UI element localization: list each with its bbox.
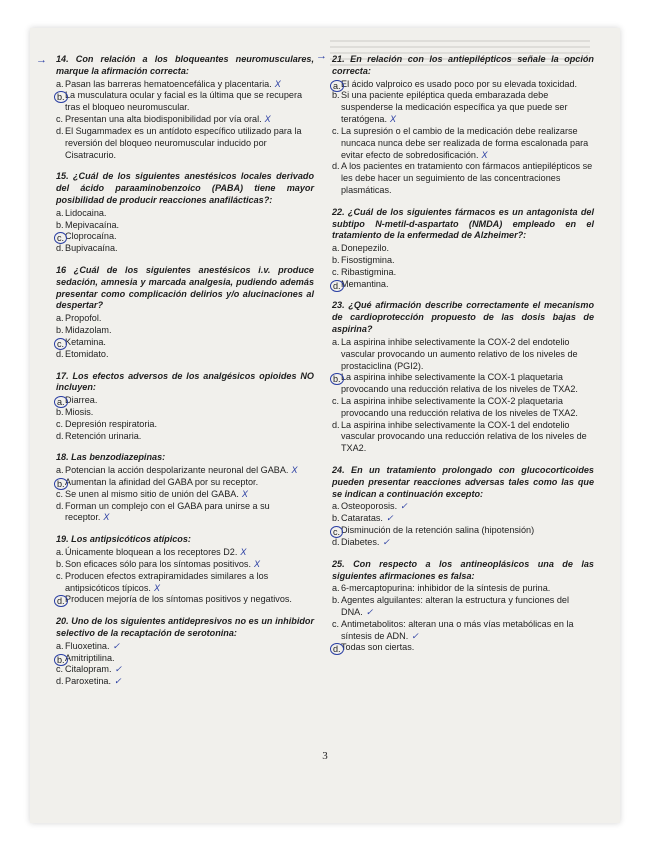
option-text: Citalopram.: [65, 664, 112, 675]
question-block: [56, 265, 314, 361]
question-block: [332, 300, 594, 455]
option-text: Producen efectos extrapiramidades similares a los antipsicóticos típicos.: [65, 570, 269, 593]
x-mark-icon: X: [241, 488, 248, 499]
option-letter: d.: [56, 348, 64, 359]
answer-option: [56, 337, 314, 349]
option-letter: d.: [330, 280, 344, 292]
x-mark-icon: X: [291, 465, 298, 476]
option-text: Disminución de la retención salina (hipotensión): [341, 525, 535, 536]
option-text: Antimetabolitos: alteran una o más vías metabólicas en la síntesis de ADN.: [341, 618, 574, 641]
arrow-mark-q14: →: [36, 54, 47, 66]
option-text: Ketamina.: [65, 336, 106, 347]
option-letter: a.: [332, 243, 340, 254]
answer-option: [332, 537, 594, 549]
x-mark-icon: X: [153, 582, 160, 593]
option-text: Si una paciente epiléptica queda embarazada debe suspenderse la medicación específica ya que puede ser teratógena.: [341, 90, 568, 125]
option-letter: b.: [332, 90, 340, 101]
answer-option: [332, 595, 594, 619]
option-text: La aspirina inhibe selectivamente la COX-1 plaquetaria provocando una reducción relativa de los niveles de TXA2.: [341, 372, 578, 395]
option-letter: a.: [56, 547, 64, 558]
option-letter: d.: [54, 595, 68, 607]
answer-option: [332, 126, 594, 161]
answer-option: [56, 489, 314, 501]
answer-option: [56, 676, 314, 688]
check-mark-icon: ✓: [114, 664, 123, 675]
answer-option: [56, 664, 314, 676]
option-text: Lidocaina.: [65, 207, 107, 218]
check-mark-icon: ✓: [385, 513, 394, 524]
option-text: Donepezilo.: [341, 243, 390, 254]
question-block: [56, 171, 314, 255]
option-text: La musculatura ocular y facial es la última que se recupera tras el bloqueo neuromuscular.: [65, 90, 303, 113]
option-letter: b.: [332, 595, 340, 606]
option-letter: d.: [56, 125, 64, 136]
check-mark-icon: ✓: [365, 606, 374, 617]
option-letter: d.: [56, 430, 64, 441]
option-text: 6-mercaptopurina: inhibidor de la síntesis de purina.: [341, 583, 551, 594]
option-text: La supresión o el cambio de la medicación debe realizarse nuncaca nunca debe ser realizada de forma escalonada para evitar efecto de sobredosificación.: [341, 125, 589, 160]
answer-option: [56, 419, 314, 431]
answer-option: [56, 653, 314, 665]
option-text: Cloprocaína.: [65, 231, 117, 242]
check-mark-icon: ✓: [114, 676, 122, 687]
option-letter: c.: [332, 395, 340, 406]
question-text: 19. Los antipsicóticos atípicos:: [56, 534, 191, 545]
check-mark-icon: ✓: [411, 630, 419, 641]
option-letter: c.: [54, 338, 67, 350]
option-text: Agentes alguilantes: alteran la estructura y funciones del DNA.: [341, 595, 569, 617]
question-text: 18. Las benzodiazepinas:: [56, 452, 166, 463]
option-text: El ácido valproico es usado poco por su elevada toxicidad.: [341, 78, 578, 89]
option-text: Miosis.: [65, 406, 94, 417]
answer-option: [56, 349, 314, 361]
answer-option: [56, 208, 314, 220]
option-text: La aspirina inhibe selectivamente la COX-2 del endotelio vascular provocando un aumento relativo de los niveles de prostaciclina (PGI2).: [341, 336, 578, 371]
answer-option: [332, 420, 594, 455]
option-text: Mepivacaína.: [65, 219, 120, 230]
answer-option: [332, 501, 594, 513]
answer-option: [56, 126, 314, 161]
option-letter: d.: [332, 419, 340, 430]
option-text: Etomidato.: [65, 348, 109, 359]
option-text: Depresión respiratoria.: [65, 418, 157, 429]
x-mark-icon: X: [481, 149, 488, 160]
option-text: Propofol.: [65, 313, 102, 324]
option-letter: d.: [332, 161, 340, 172]
answer-option: [332, 642, 594, 654]
option-letter: c.: [332, 266, 340, 277]
answer-option: [56, 325, 314, 337]
option-text: Bupivacaína.: [65, 243, 118, 254]
option-text: La aspirina inhibe selectivamente la COX-1 del endotelio vascular provocando una reducción relativa de los niveles de TXA2.: [341, 419, 587, 454]
option-letter: b.: [54, 478, 68, 490]
option-letter: a.: [56, 207, 64, 218]
question-text: 14. Con relación a los bloqueantes neuromusculares, marque la afirmación correcta:: [56, 54, 314, 76]
option-text: Todas son ciertas.: [341, 642, 415, 653]
answer-option: [56, 594, 314, 606]
option-letter: a.: [332, 501, 340, 512]
question-block: [332, 559, 594, 655]
option-letter: d.: [56, 676, 64, 687]
question-text: 21. En relación con los antiepilépticos señale la opción correcta:: [332, 54, 594, 76]
answer-option: [56, 407, 314, 419]
option-letter: b.: [330, 373, 344, 385]
option-letter: a.: [56, 640, 64, 651]
x-mark-icon: X: [390, 114, 397, 125]
x-mark-icon: X: [254, 558, 261, 569]
option-text: Cataratas.: [341, 513, 383, 524]
answer-option: [56, 79, 314, 91]
answer-option: [56, 431, 314, 443]
option-text: Osteoporosis.: [341, 501, 398, 512]
option-letter: a.: [332, 583, 340, 594]
option-text: Potencian la acción despolarizante neuronal del GABA.: [65, 465, 289, 476]
question-block: [332, 207, 594, 291]
option-letter: b.: [56, 325, 64, 336]
option-text: Son eficaces sólo para los síntomas positivos.: [65, 558, 252, 569]
question-block: [56, 371, 314, 443]
left-column: [56, 54, 314, 698]
option-letter: c.: [54, 232, 67, 244]
page-number: 3: [322, 750, 328, 762]
option-letter: a.: [330, 80, 344, 92]
answer-option: [56, 90, 314, 114]
answer-option: [332, 396, 594, 420]
option-text: Diabetes.: [341, 536, 380, 547]
option-letter: a.: [54, 396, 68, 408]
option-letter: c.: [56, 418, 64, 429]
option-text: Ribastigmina.: [341, 266, 397, 277]
option-letter: c.: [332, 618, 340, 629]
option-letter: b.: [56, 219, 64, 230]
question-text: 23. ¿Qué afirmación describe correctamente el mecanismo de cardioprotección propuesto de las dosis bajas de aspirina?: [332, 300, 594, 335]
x-mark-icon: X: [264, 114, 271, 125]
option-text: Forman un complejo con el GABA para unirse a su receptor.: [65, 500, 270, 523]
question-block: [332, 465, 594, 549]
option-text: El Sugammadex es un antídoto específico utilizado para la reversión del bloqueo neuromuscular inducido por Cisatracurio.: [65, 125, 302, 160]
answer-option: [56, 231, 314, 243]
option-text: Fluoxetina.: [65, 640, 110, 651]
question-block: [56, 54, 314, 161]
answer-option: [56, 547, 314, 559]
option-text: Fisostigmina.: [341, 255, 395, 265]
question-text: 15. ¿Cuál de los siguientes anestésicos locales derivado del ácido paraaminobenzoico (PABA) tiene mayor posibilidad de producir reacciones anafilácticas?:: [56, 171, 314, 205]
question-block: [56, 452, 314, 524]
answer-option: [56, 501, 314, 525]
arrow-mark-q21: →: [316, 50, 327, 62]
option-letter: d.: [332, 536, 340, 547]
option-letter: b.: [56, 406, 64, 417]
answer-option: [56, 114, 314, 126]
option-letter: b.: [332, 513, 340, 524]
answer-option: [332, 619, 594, 643]
answer-option: [56, 477, 314, 489]
answer-option: [332, 79, 594, 91]
option-letter: b.: [56, 558, 64, 569]
question-block: [332, 54, 594, 197]
option-letter: c.: [332, 125, 340, 136]
option-letter: c.: [330, 526, 343, 538]
answer-option: [332, 525, 594, 537]
answer-option: [332, 267, 594, 279]
question-block: [56, 616, 314, 688]
question-text: 22. ¿Cuál de los siguientes fármacos es un antagonista del subtipo N-metil-d-aspartato (NMDA) empleado en el tratamiento de la enfermedad de Alzheimer?:: [332, 206, 594, 241]
right-column: [332, 54, 594, 664]
answer-option: [332, 513, 594, 525]
answer-option: [332, 372, 594, 396]
question-block: [56, 534, 314, 606]
check-mark-icon: ✓: [382, 536, 390, 547]
exam-page: [30, 28, 620, 823]
answer-option: [56, 395, 314, 407]
answer-option: [332, 337, 594, 372]
option-text: Pasan las barreras hematoencefálica y placentaria.: [65, 78, 272, 89]
option-letter: b.: [54, 654, 68, 666]
x-mark-icon: X: [103, 512, 110, 523]
question-text: 16 ¿Cuál de los siguientes anestésicos i.v. produce sedación, amnesia y marcada analgesia, pudiendo además presentar como complicación delirios y/o alucinaciones al despertar?: [56, 265, 314, 311]
option-letter: c.: [56, 114, 64, 125]
answer-option: [332, 161, 594, 196]
question-text: 17. Los efectos adversos de los analgésicos opioides NO incluyen:: [56, 370, 314, 393]
answer-option: [332, 583, 594, 595]
option-text: Se unen al mismo sitio de unión del GABA.: [65, 488, 239, 499]
question-text: 20. Uno de los siguientes antidepresivos no es un inhibidor selectivo de la recaptación de serotonina:: [56, 616, 314, 638]
option-text: Amitriptilina.: [65, 652, 115, 663]
option-text: Únicamente bloquean a los receptores D2.: [65, 547, 238, 558]
option-letter: b.: [332, 255, 340, 265]
option-text: La aspirina inhibe selectivamente la COX-2 plaquetaria provocando una reducción relativa de los niveles de TXA2.: [341, 395, 578, 418]
question-text: 25. Con respecto a los antineoplásicos una de las siguientes afirmaciones es falsa:: [332, 558, 594, 581]
x-mark-icon: X: [240, 547, 247, 558]
option-text: Retención urinaria.: [65, 430, 142, 441]
answer-option: [332, 255, 594, 267]
option-text: Aumentan la afinidad del GABA por su receptor.: [65, 477, 259, 487]
option-letter: d.: [56, 243, 64, 254]
option-letter: a.: [332, 336, 340, 347]
option-letter: c.: [56, 664, 64, 675]
option-letter: b.: [54, 91, 68, 103]
answer-option: [56, 243, 314, 255]
option-letter: d.: [56, 500, 64, 511]
option-text: Diarrea.: [65, 395, 98, 406]
x-mark-icon: X: [274, 78, 281, 89]
answer-option: [56, 313, 314, 325]
option-letter: c.: [56, 488, 64, 499]
check-mark-icon: ✓: [112, 640, 121, 651]
option-letter: d.: [330, 643, 344, 655]
answer-option: [332, 243, 594, 255]
option-letter: a.: [56, 465, 64, 476]
answer-option: [56, 465, 314, 477]
answer-option: [332, 279, 594, 291]
answer-option: [56, 641, 314, 653]
option-text: Presentan una alta biodisponibilidad por vía oral.: [65, 114, 262, 125]
answer-option: [56, 559, 314, 571]
option-text: A los pacientes en tratamiento con fármacos antiepilépticos se les debe hacer un seguimiento de las concentraciones plasmáticas.: [341, 161, 593, 195]
option-text: Producen mejoría de los síntomas positivos y negativos.: [65, 594, 292, 605]
option-text: Memantina.: [341, 278, 389, 289]
option-letter: a.: [56, 313, 64, 324]
answer-option: [56, 220, 314, 232]
question-text: 24. En un tratamiento prolongado con glucocorticoides pueden presentar reacciones adversas tales como las que se indican a continuación excepto:: [332, 465, 594, 499]
option-letter: c.: [56, 570, 64, 581]
option-letter: a.: [56, 78, 64, 89]
option-text: Midazolam.: [65, 325, 112, 336]
answer-option: [332, 90, 594, 125]
check-mark-icon: ✓: [400, 501, 408, 512]
answer-option: [56, 571, 314, 595]
option-text: Paroxetina.: [65, 676, 112, 687]
